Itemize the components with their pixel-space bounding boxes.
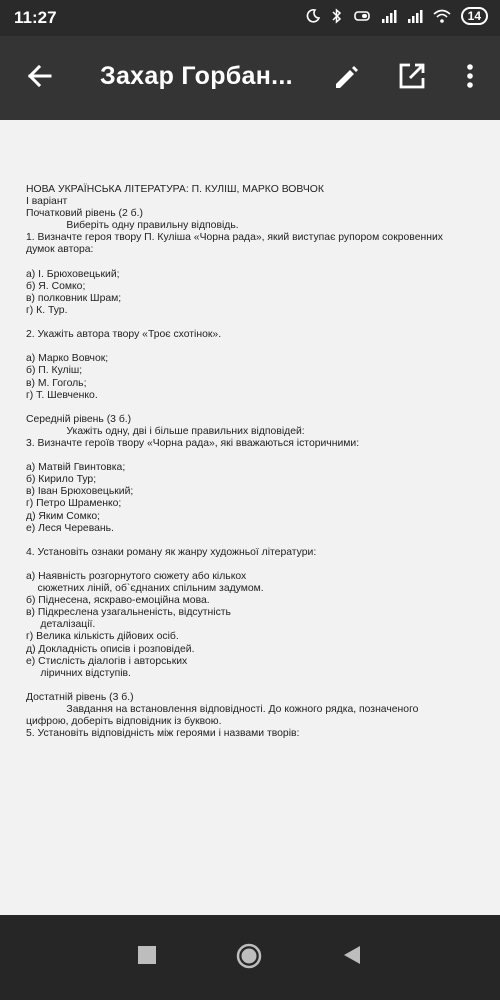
status-bar: [0, 0, 500, 36]
document-line: в) полковник Шрам;: [26, 292, 122, 304]
document-line: Виберіть одну правильну відповідь.: [26, 220, 239, 232]
document-line: 3. Визначте героїв твору «Чорна рада», які вважаються історичними:: [26, 437, 360, 449]
document-line: Завдання на встановлення відповідності. До кожного рядка, позначеного: [26, 704, 419, 716]
document-line: д) Докладність описів і розповідей.: [26, 643, 195, 655]
blank-line: [26, 535, 481, 547]
document-line: а) Матвій Гвинтовка;: [26, 462, 126, 474]
document-line: г) К. Тур.: [26, 304, 68, 316]
document-line: І варіант: [26, 196, 68, 208]
document-line: в) М. Гоголь;: [26, 377, 87, 389]
document-line: 5. Установіть відповідність між героями і назвами творів:: [26, 728, 300, 740]
document-line: а) Марко Вовчок;: [26, 353, 109, 365]
document-line: б) Піднесена, яскраво-емоційна мова.: [26, 595, 210, 607]
back-triangle-icon[interactable]: [342, 945, 362, 965]
document-line: Початковий рівень (2 б.): [26, 208, 143, 220]
vibrate-icon: [353, 9, 371, 23]
document-line: 1. Визначте героя твору П. Куліша «Чорна рада», який виступає рупором сокровенних: [26, 232, 443, 244]
open-external-icon[interactable]: [394, 58, 430, 94]
document-image: [0, 120, 500, 915]
document-line: ліричних відступів.: [26, 667, 131, 679]
document-line: б) Кирило Тур;: [26, 474, 97, 486]
navigation-bar: [0, 915, 500, 1000]
blank-line: [26, 257, 481, 269]
document-line: НОВА УКРАЇНСЬКА ЛІТЕРАТУРА: П. КУЛІШ, МАРКО ВОВЧОК: [26, 184, 324, 195]
signal-icon-2: [407, 9, 423, 23]
document-line: в) Іван Брюховецький;: [26, 486, 134, 498]
document-line: д) Яким Сомко;: [26, 510, 101, 522]
document-line: а) Наявність розгорнутого сюжету або кількох: [26, 571, 247, 582]
document-line: Середній рівень (3 б.): [26, 413, 132, 425]
document-line: Достатній рівень (3 б.): [26, 691, 134, 703]
status-icons: [305, 7, 488, 25]
signal-icon-1: [381, 9, 397, 23]
document-line: а) І. Брюховецький;: [26, 268, 120, 280]
document-line: 2. Укажіть автора твору «Троє схотінок».: [26, 329, 222, 341]
status-time: 11:27: [14, 8, 57, 27]
document-line: г) Велика кількість дійових осіб.: [26, 631, 179, 643]
edit-pencil-icon[interactable]: [328, 58, 364, 94]
blank-line: [26, 450, 481, 462]
document-line: е) Стислість діалогів і авторських: [26, 655, 188, 667]
do-not-disturb-icon: [305, 8, 321, 24]
document-line: деталізації.: [26, 619, 96, 631]
blank-line: [26, 559, 481, 571]
document-line: г) Петро Шраменко;: [26, 498, 122, 510]
battery-indicator: 14: [461, 7, 488, 25]
wifi-icon: [433, 9, 451, 23]
document-line: б) Я. Сомко;: [26, 280, 86, 292]
document-line: в) Підкреслена узагальненість, відсутність: [26, 607, 231, 619]
app-bar: [0, 36, 500, 120]
document-line: б) П. Куліш;: [26, 365, 83, 377]
blank-line: [26, 402, 481, 414]
back-arrow-icon[interactable]: [22, 58, 58, 94]
document-line: 4. Установіть ознаки роману як жанру художньої літератури:: [26, 546, 317, 558]
page-title: Захар Горбан...: [100, 62, 293, 90]
document-line: Укажіть одну, дві і більше правильних відповідей:: [26, 425, 305, 437]
document-line: цифрою, доберіть відповідник із буквою.: [26, 716, 222, 728]
document-line: г) Т. Шевченко.: [26, 389, 98, 401]
recent-apps-icon[interactable]: [137, 945, 157, 965]
bluetooth-icon: [331, 8, 343, 24]
blank-line: [26, 680, 481, 692]
blank-line: [26, 317, 481, 329]
document-line: думок автора:: [26, 244, 94, 256]
blank-line: [26, 341, 481, 353]
more-options-icon[interactable]: [452, 58, 488, 94]
document-line: е) Леся Черевань.: [26, 522, 114, 534]
home-icon[interactable]: [236, 943, 262, 969]
document-text: [26, 184, 481, 740]
document-line: сюжетних ліній, об`єднаних спільним задумом.: [26, 583, 264, 595]
